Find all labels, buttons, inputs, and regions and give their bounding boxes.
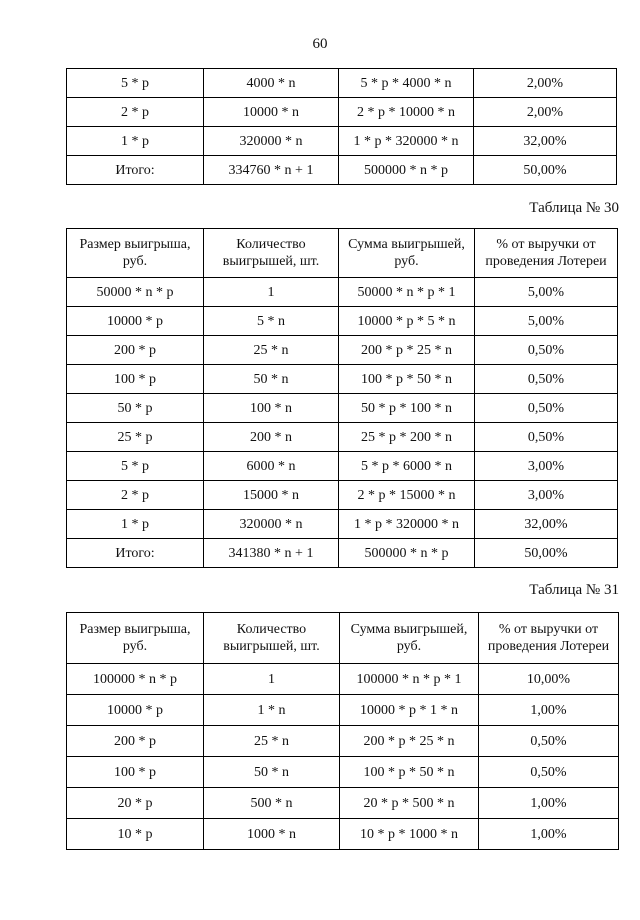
table-30 [66,228,618,568]
table-cell: 50 * n [204,365,339,394]
table-cell: 0,50% [475,365,618,394]
table-row-total [67,539,618,568]
table-cell: 50000 * n * р [67,278,204,307]
table-cell: 100000 * n * р [67,664,204,695]
table-cell: 10000 * n [204,98,339,127]
table-cell: 10000 * р [67,695,204,726]
column-header: Количество выигрышей, шт. [204,229,339,278]
table-row [67,127,617,156]
table-cell: 500000 * n * р [339,539,475,568]
table-cell: 0,50% [475,336,618,365]
table-cell: 6000 * n [204,452,339,481]
column-header: Сумма выигрышей, руб. [340,613,479,664]
table-cell: 0,50% [475,423,618,452]
table-cell: 50,00% [475,539,618,568]
table-cell: 32,00% [475,510,618,539]
table-row [67,69,617,98]
table-cell: Итого: [67,539,204,568]
table-cell: 1 [204,278,339,307]
table-cell: 2 * р [67,481,204,510]
table-row [67,510,618,539]
table-cell: 50 * р [67,394,204,423]
table-cell: 10000 * р * 5 * n [339,307,475,336]
table-cell: 2,00% [474,69,617,98]
table-cell: 1 * р [67,127,204,156]
table-cell: 320000 * n [204,127,339,156]
table-cell: 5 * р * 4000 * n [339,69,474,98]
table-row-total [67,156,617,185]
table-header-row [67,613,619,664]
table-cell: 2 * р [67,98,204,127]
table-cell: 50000 * n * р * 1 [339,278,475,307]
table-cell: 334760 * n + 1 [204,156,339,185]
table-row [67,757,619,788]
table-cell: 25 * р * 200 * n [339,423,475,452]
table-cell: 3,00% [475,481,618,510]
table-cell: 10,00% [479,664,619,695]
table-cell: 200 * n [204,423,339,452]
table-cell: 100 * р [67,757,204,788]
table-cell: 0,50% [475,394,618,423]
table-cell: 10000 * р [67,307,204,336]
table-cell: 5,00% [475,278,618,307]
table-cell: 500000 * n * р [339,156,474,185]
table-31-caption: Таблица № 31 [529,582,619,598]
table-cell: 5 * р * 6000 * n [339,452,475,481]
table-cell: 200 * р * 25 * n [339,336,475,365]
table-cell: 3,00% [475,452,618,481]
column-header: Количество выигрышей, шт. [204,613,340,664]
table-cell: 0,50% [479,726,619,757]
table-cell: 1 * р [67,510,204,539]
table-row [67,365,618,394]
table-row [67,423,618,452]
table-cell: 2 * р * 15000 * n [339,481,475,510]
table-cell: 200 * р * 25 * n [340,726,479,757]
table-cell: 0,50% [479,757,619,788]
table-row [67,695,619,726]
table-cell: 100 * р [67,365,204,394]
table-cell: 100 * р * 50 * n [340,757,479,788]
table-cell: 15000 * n [204,481,339,510]
table-cell: 5 * n [204,307,339,336]
column-header: Сумма выигрышей, руб. [339,229,475,278]
column-header: Размер выигрыша, руб. [67,613,204,664]
table-cell: 1 * р * 320000 * n [339,127,474,156]
table-row [67,819,619,850]
page-number: 60 [312,36,328,52]
table-continued [66,68,617,185]
table-cell: 10000 * р * 1 * n [340,695,479,726]
table-row [67,307,618,336]
table-row [67,452,618,481]
table-cell: 25 * р [67,423,204,452]
table-cell: 2,00% [474,98,617,127]
table-cell: 20 * р [67,788,204,819]
table-cell: 341380 * n + 1 [204,539,339,568]
table-row [67,726,619,757]
table-cell: 500 * n [204,788,340,819]
table-cell: 10 * р * 1000 * n [340,819,479,850]
table-cell: 5 * р [67,69,204,98]
column-header: % от выручки от проведения Лотереи [479,613,619,664]
table-cell: 1000 * n [204,819,340,850]
table-cell: 25 * n [204,336,339,365]
table-cell: 320000 * n [204,510,339,539]
table-cell: 100000 * n * р * 1 [340,664,479,695]
table-header-row [67,229,618,278]
table-cell: 200 * р [67,726,204,757]
table-cell: 50 * n [204,757,340,788]
table-row [67,98,617,127]
table-cell: 1,00% [479,788,619,819]
table-cell: 50 * р * 100 * n [339,394,475,423]
table-row [67,394,618,423]
table-row [67,788,619,819]
table-cell: 2 * р * 10000 * n [339,98,474,127]
table-cell: 1,00% [479,819,619,850]
table-cell: 32,00% [474,127,617,156]
table-cell: 100 * n [204,394,339,423]
table-cell: 200 * р [67,336,204,365]
table-31 [66,612,619,850]
table-row [67,336,618,365]
column-header: Размер выигрыша, руб. [67,229,204,278]
table-row [67,278,618,307]
table-cell: 5 * р [67,452,204,481]
table-cell: 100 * р * 50 * n [339,365,475,394]
table-cell: 4000 * n [204,69,339,98]
table-30-caption: Таблица № 30 [529,200,619,216]
table-cell: 10 * р [67,819,204,850]
table-cell: Итого: [67,156,204,185]
table-cell: 5,00% [475,307,618,336]
table-row [67,481,618,510]
table-cell: 1 * р * 320000 * n [339,510,475,539]
table-cell: 50,00% [474,156,617,185]
table-cell: 25 * n [204,726,340,757]
table-cell: 1 * n [204,695,340,726]
table-cell: 1 [204,664,340,695]
column-header: % от выручки от проведения Лотереи [475,229,618,278]
table-row [67,664,619,695]
table-cell: 1,00% [479,695,619,726]
table-cell: 20 * р * 500 * n [340,788,479,819]
